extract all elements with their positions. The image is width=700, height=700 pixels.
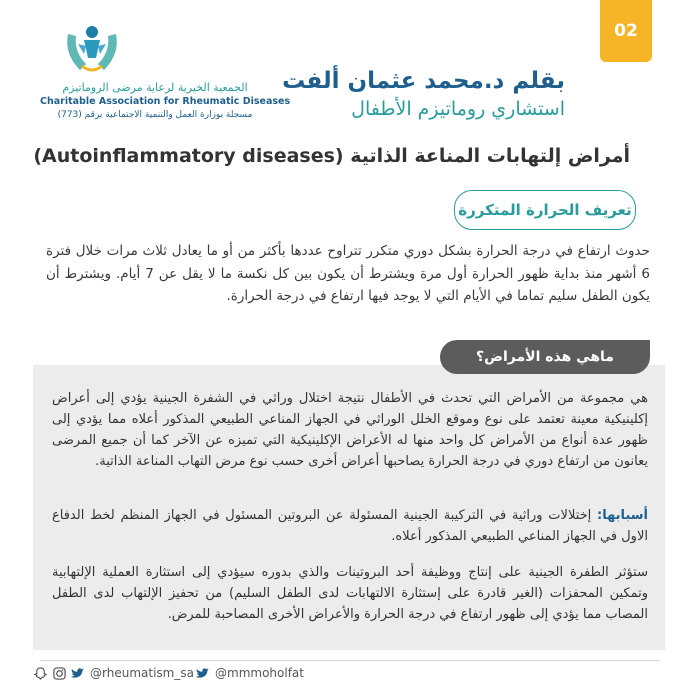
association-handle[interactable]: @rheumatism_sa [90,666,194,680]
author-title: استشاري روماتيزم الأطفال [351,98,565,120]
description-paragraph: هي مجموعة من الأمراض التي تحدث في الأطفال نتيجة اختلال وراثي في الشفرة الجينية يؤدي إلى أعراض إكلينيكية معينة تعتمد على نوع وموقع الخلل الوراثي في الجهاز المناعي الطبيعي المذكور أعلاه مما يؤدي إلى ظهور عدة أنواع من الأمراض كل واحد منها له الأعراض الإكلينيكية التي تميزه عن الآخر كما أن جميع المرضى يعانون من ارتفاع دوري في درجة الحرارة يصاحبها أعراض أخرى حسب نوع مرض التهاب المناعة الذاتية. [52,391,648,469]
footer-social-association [33,666,194,680]
logo-name-english: Charitable Association for Rheumatic Diseases [40,96,291,107]
section-heading-definition: تعريف الحرارة المتكررة [454,190,636,230]
logo-name-arabic: الجمعية الخيرية لرعاية مرضى الروماتيزم [62,81,248,94]
logo-emblem-icon [60,24,124,76]
twitter-icon [196,666,210,680]
causes-paragraph [52,505,648,547]
definition-paragraph: حدوث ارتفاع في درجة الحرارة بشكل دوري متكرر تتراوح عددها بأكثر من أو ما يعادل ثلاث مرات خلال فترة 6 أشهر منذ بداية ظهور الحرارة أول مرة ويشترط أن يكون بين كل نكسة ما لا يقل عن 7 أيام. ويشترط أن يكون الطفل سليم تماما في الأيام التي لا يوجد فيها ارتفاع في درجة الحرارة. [46,243,650,304]
snapchat-icon [33,666,47,680]
effect-paragraph: ستؤثر الطفرة الجينية على إنتاج ووظيفة أحد البروتينات والذي بدوره سيؤدي إلى استثارة العملية الإلتهابية وتمكين المحفزات (الغير قادرة على إستثارة الالتهابات لدى الطفل السليم) من تحفيز الإلتهاب لدى الطفل المصاب مما يؤدي إلى ظهور ارتفاع في درجة الحرارة والأعراض الأخرى المصاحبة للمرض. [52,565,648,622]
author-handle[interactable]: @mmmoholfat [215,666,304,680]
causes-label: أسبابها: [597,508,648,523]
instagram-icon [52,666,66,680]
causes-text: إختلالات وراثية في التركيبة الجينية المسئولة عن البروتين المسئول في الجهاز المنظم لخط الدفاع الاول في الجهاز المناعي الطبيعي المذكور أعلاه. [52,508,648,544]
author-byline: بقلم د.محمد عثمان ألفت [282,68,565,94]
section-heading-what-are: ماهي هذه الأمراض؟ [440,340,650,374]
page-number: 02 [614,21,638,41]
logo-registration: مسجلة بوزارة العمل والتنمية الاجتماعية برقم (773) [57,110,253,120]
twitter-icon [71,666,85,680]
association-logo [40,24,290,124]
footer-social-author [196,666,304,680]
page-number-badge [600,0,652,62]
footer-divider [40,660,660,661]
article-title: أمراض إلتهابات المناعة الذاتية (Autoinflammatory diseases) [33,145,630,167]
